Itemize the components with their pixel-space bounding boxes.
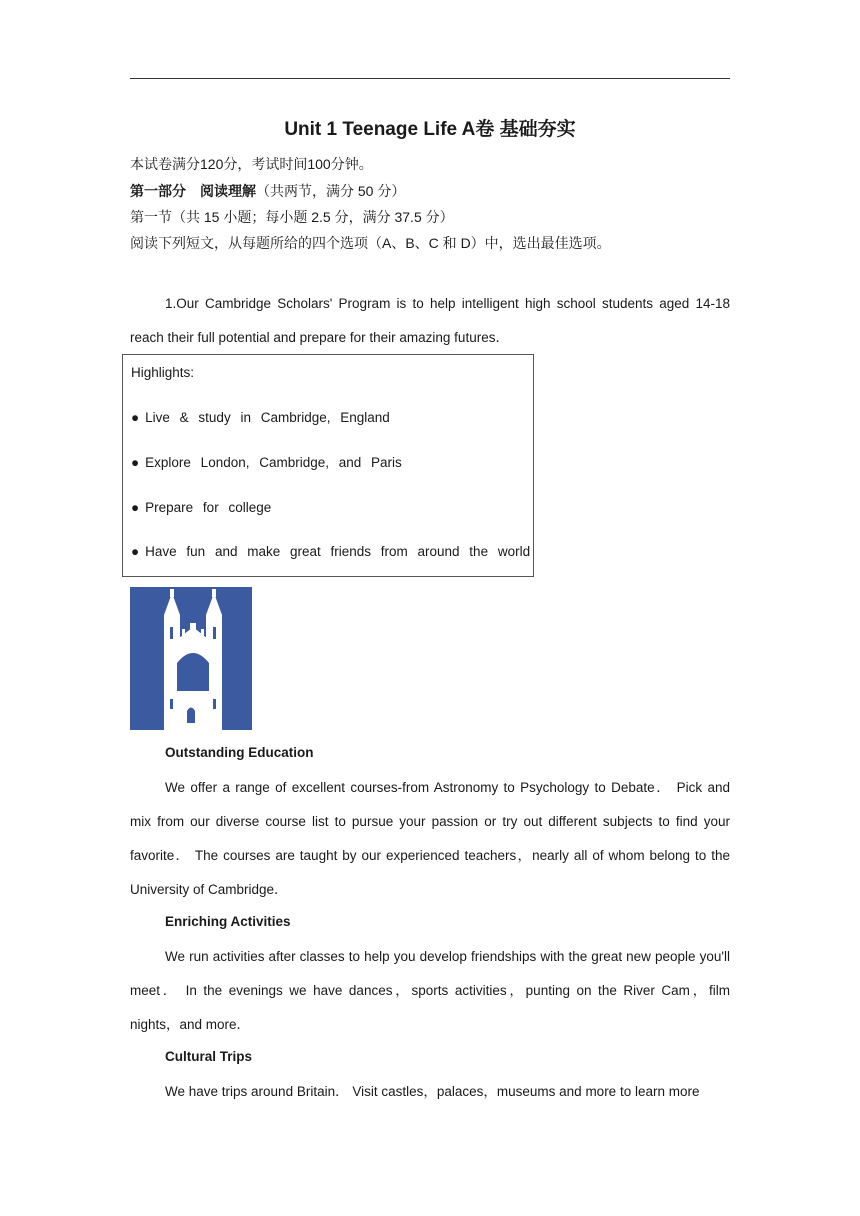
bullet-icon: ● bbox=[131, 544, 140, 559]
part-heading bbox=[130, 181, 405, 201]
section-text-trips: We have trips around Britain． Visit castles，palaces，museums and more to learn more bbox=[165, 1084, 700, 1099]
bullet-icon: ● bbox=[131, 455, 140, 470]
passage-opening: 1.Our Cambridge Scholars' Program is to help intelligent high school students aged 14-18 reach their full potential and prepare for their amazing futures． bbox=[130, 296, 730, 345]
score-note: 本试卷满分120分，考试时间100分钟。 bbox=[130, 156, 373, 172]
highlight-item: ● Have fun and make great friends from around the world bbox=[131, 544, 531, 559]
section-heading: 第一节（共 15 小题；每小题 2.5 分，满分 37.5 分） bbox=[130, 209, 454, 225]
highlight-item: ● Live & study in Cambridge, England bbox=[131, 410, 390, 425]
highlights-title: Highlights: bbox=[131, 365, 195, 380]
part-heading-bold: 第一部分 阅读理解 bbox=[130, 183, 256, 199]
part-heading-detail: （共两节，满分 50 分） bbox=[256, 183, 406, 199]
section-heading-activities: Enriching Activities bbox=[165, 914, 291, 929]
highlight-item: ● Explore London, Cambridge, and Paris bbox=[131, 455, 402, 470]
chapel-icon bbox=[130, 587, 252, 730]
section-heading-education: Outstanding Education bbox=[165, 745, 314, 760]
highlights-box bbox=[122, 354, 534, 577]
section-text-activities: We run activities after classes to help you develop friendships with the great new people you'll meet． In the evenings we have dances，sports activities，punting on the River Cam，film nights，and more． bbox=[130, 949, 730, 1032]
section-text-education: We offer a range of excellent courses-from Astronomy to Psychology to Debate． Pick and mix from our diverse course list to pursue your passion or try out different subjects to find your favorite． The courses are taught by our experienced teachers，nearly all of whom belong to the University of Cambridge． bbox=[130, 780, 730, 897]
header-rule bbox=[130, 78, 730, 79]
bullet-icon: ● bbox=[131, 500, 140, 515]
bullet-icon: ● bbox=[131, 410, 140, 425]
instruction: 阅读下列短文，从每题所给的四个选项（A、B、C 和 D）中，选出最佳选项。 bbox=[130, 235, 611, 251]
document-title: Unit 1 Teenage Life A卷 基础夯实 bbox=[284, 119, 576, 140]
section-heading-trips: Cultural Trips bbox=[165, 1049, 253, 1064]
cambridge-chapel-logo bbox=[130, 587, 252, 730]
highlight-item: ● Prepare for college bbox=[131, 500, 272, 515]
